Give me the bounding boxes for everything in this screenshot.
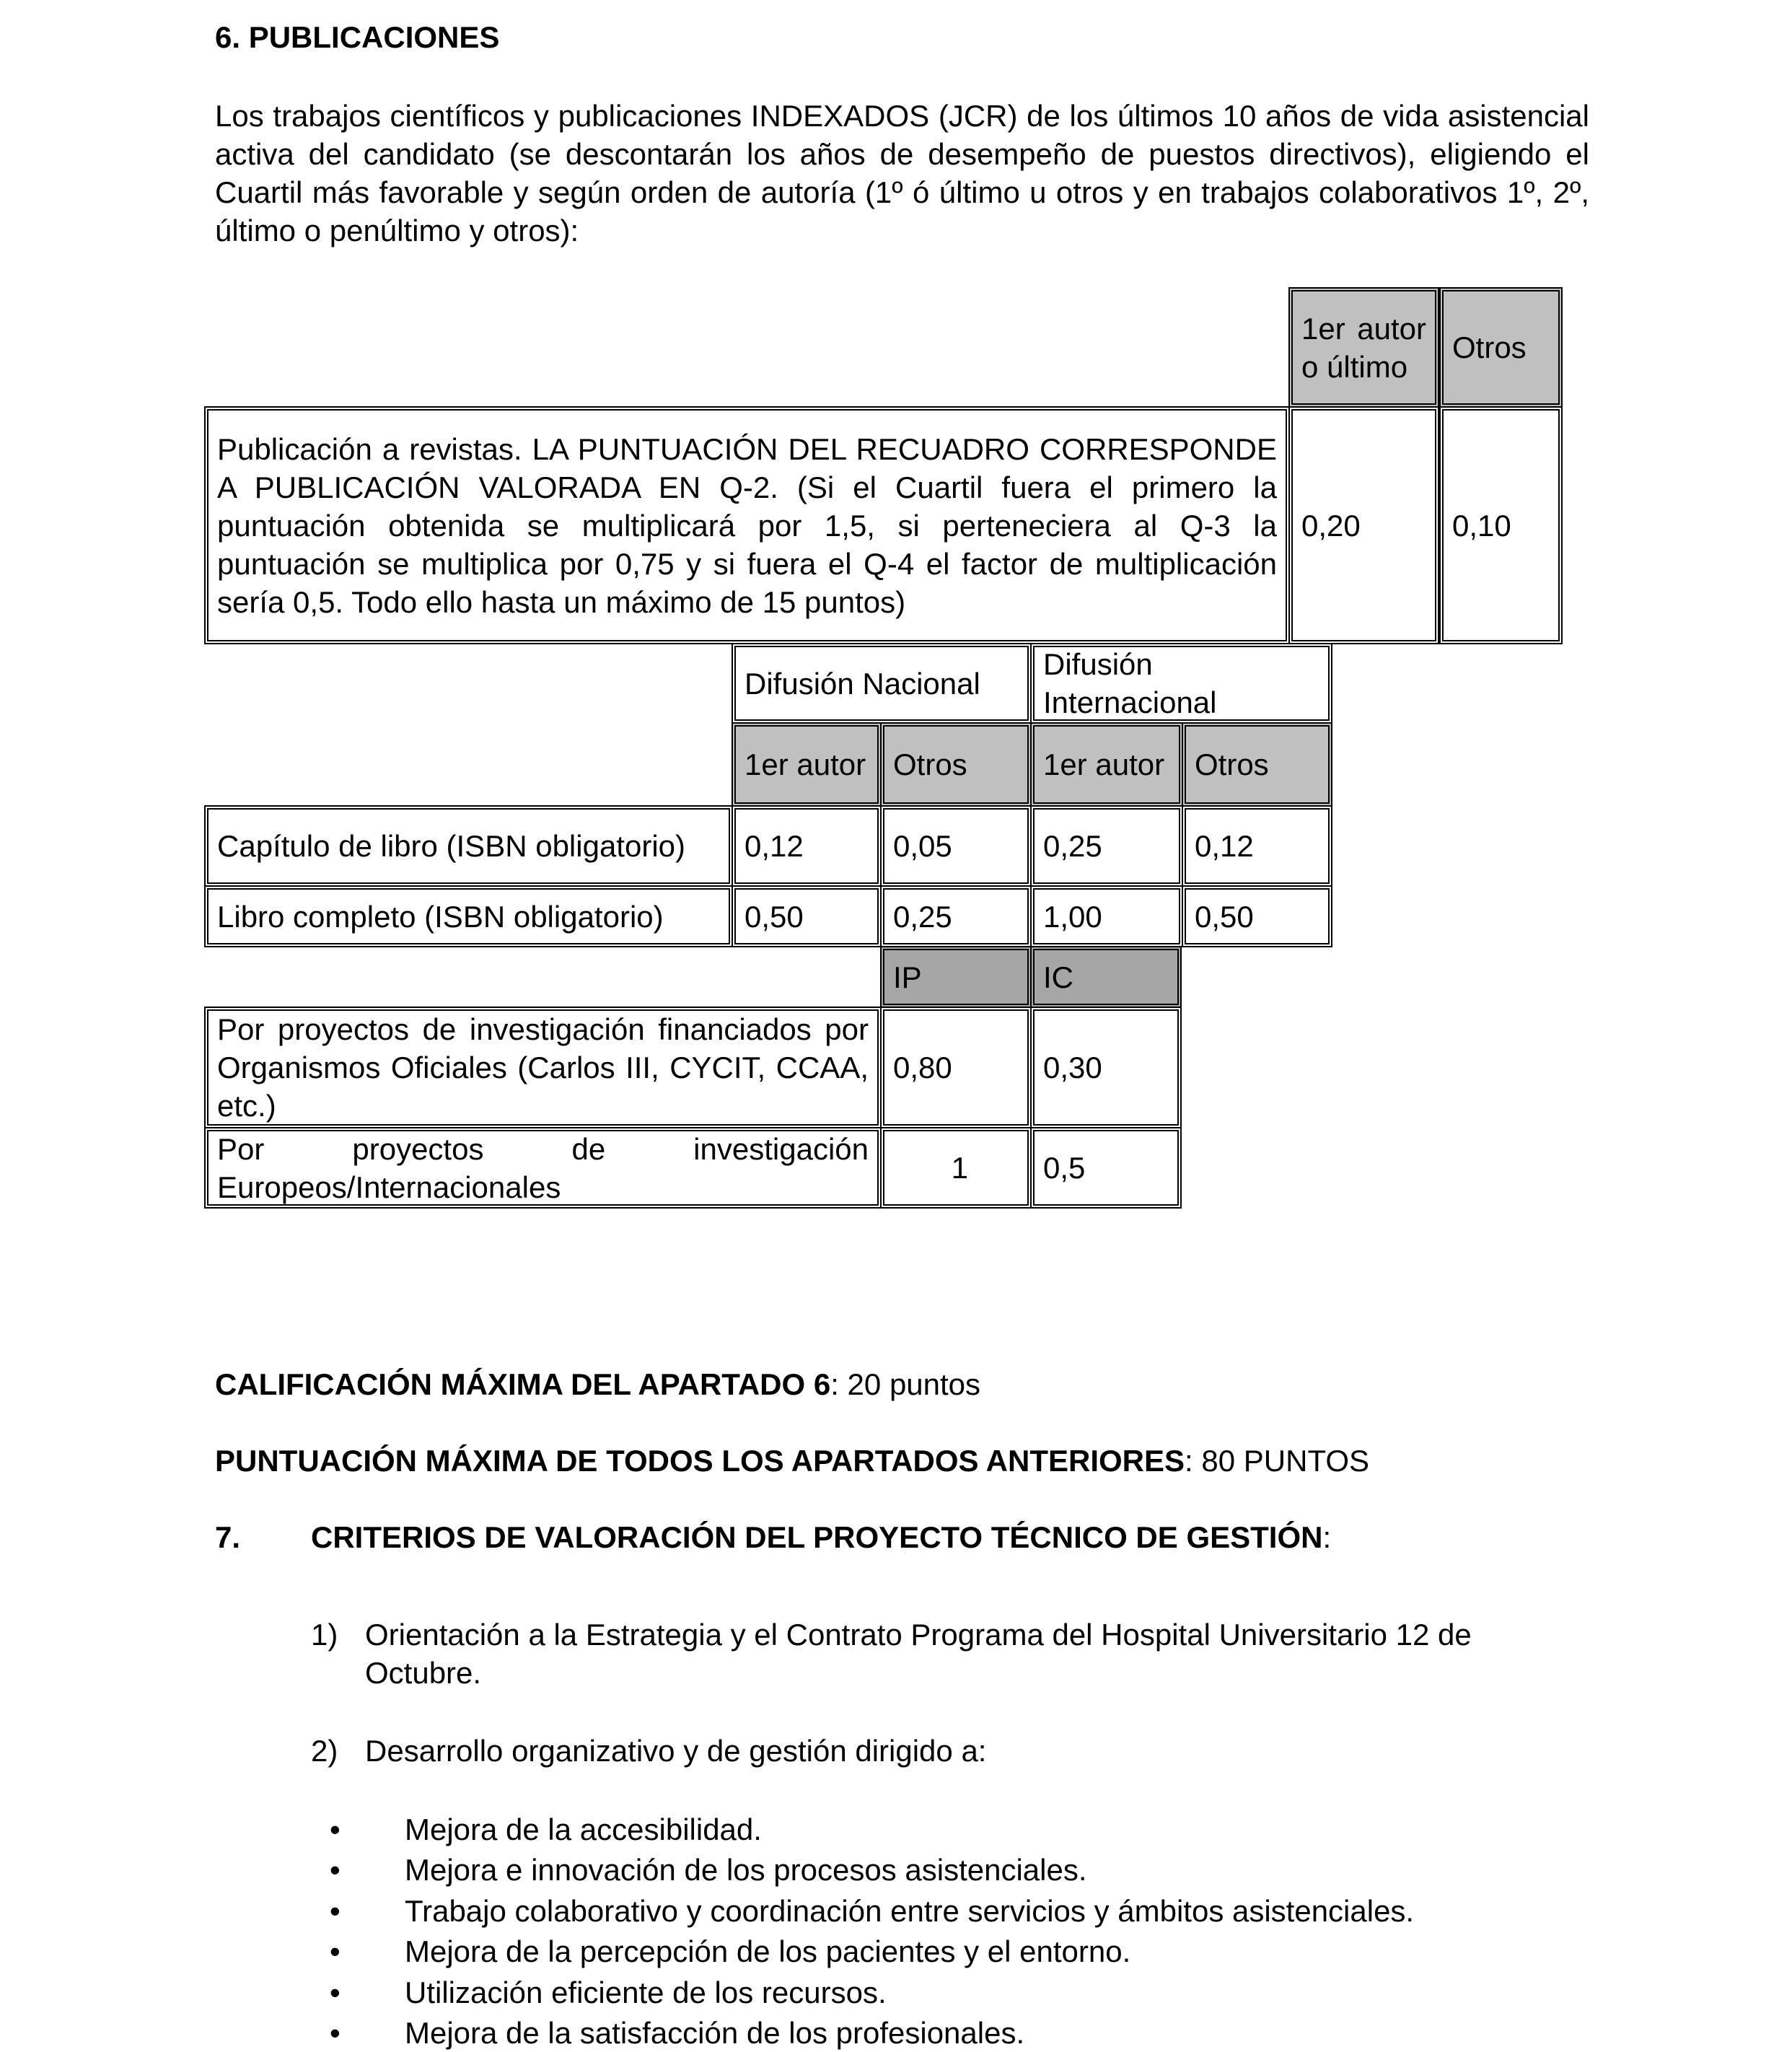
section-7-heading [311, 1518, 1331, 1556]
book-value [1030, 805, 1183, 887]
value-text: 0,80 [893, 1051, 952, 1084]
value-text: 0,12 [745, 829, 804, 863]
row-label-text: Libro completo (ISBN obligatorio) [217, 899, 664, 934]
list-item: Utilización eficiente de los recursos. [405, 1976, 887, 2009]
section-6-intro: Los trabajos científicos y publicaciones INDEXADOS (JCR) de los últimos 10 años de vida asistencial activa del candidato (se descontarán los años de desempeño de puestos directivos), eligiendo el Cuartil más favorable y según orden de autoría (1º ó último u otros y en trabajos colaborativos 1º, 2º, último o penúltimo y otros): [215, 99, 1589, 247]
book-value [732, 805, 882, 887]
header-ip [880, 946, 1032, 1008]
list-item: Mejora de la accesibilidad. [405, 1812, 762, 1846]
group-header-national [732, 643, 1032, 724]
item-number: 1) [311, 1618, 338, 1652]
list-item: Mejora e innovación de los procesos asistenciales. [405, 1853, 1087, 1887]
list-item: Mejora de la satisfacción de los profesionales. [405, 2016, 1025, 2050]
header-others [1439, 287, 1563, 408]
header-text: IP [893, 960, 922, 994]
value-text: 0,10 [1452, 508, 1511, 543]
row-label-text: Por proyectos de investigación financiados por Organismos Oficiales (Carlos III, CYCIT, CCAA, etc.) [217, 1012, 869, 1123]
bullet-icon: • [330, 1894, 341, 1928]
book-value [732, 885, 882, 947]
list-item: Mejora de la percepción de los pacientes y el entorno. [405, 1934, 1131, 1968]
item-text: Desarrollo organizativo y de gestión dirigido a: [365, 1734, 987, 1768]
journals-value [1288, 406, 1439, 644]
section-7-number: 7. [215, 1520, 241, 1554]
header-first-author [1288, 287, 1439, 408]
book-value [1182, 805, 1332, 887]
journals-value [1439, 406, 1563, 644]
bullet-icon: • [330, 1976, 341, 2009]
book-value [1030, 885, 1183, 947]
project-row-label [204, 1007, 882, 1128]
heading-text: CRITERIOS DE VALORACIÓN DEL PROYECTO TÉCNICO DE GESTIÓN [311, 1520, 1323, 1554]
book-row-label [204, 805, 733, 887]
section-6-heading: 6. PUBLICACIONES [215, 20, 500, 54]
subheader [880, 722, 1032, 807]
value-text: 1 [951, 1151, 968, 1185]
bullet-icon: • [330, 2016, 341, 2050]
row-label-text: Publicación a revistas. LA PUNTUACIÓN DEL RECUADRO CORRESPONDE A PUBLICACIÓN VALORADA EN Q-2. (Si el Cuartil fuera el primero la puntuación obtenida se multiplicará por 1,5, si perteneciera al Q-3 la puntuación se multiplica por 0,75 y si fuera el Q-4 el factor de multiplicación sería 0,5. Todo ello hasta un máximo de 15 puntos) [217, 431, 1277, 619]
header-text: IC [1043, 960, 1073, 994]
header-text: Otros [893, 747, 967, 781]
header-text: 1er autor [745, 747, 866, 781]
subheader [732, 722, 882, 807]
book-row-label [204, 885, 733, 947]
value: : 20 puntos [830, 1367, 981, 1401]
group-header-international [1030, 643, 1332, 724]
header-text: Otros [1452, 330, 1527, 364]
value-text: 0,5 [1043, 1151, 1086, 1185]
max-score-total [215, 1442, 1369, 1480]
header-text: Otros [1195, 747, 1269, 781]
value-text: 0,05 [893, 829, 952, 863]
book-value [880, 885, 1032, 947]
journals-row-label [204, 406, 1290, 644]
header-text: Difusión Nacional [745, 666, 980, 701]
row-label-text: Por proyectos de investigación Europeos/Internacionales [217, 1131, 869, 1204]
bullet-icon: • [330, 1853, 341, 1887]
list-item: Trabajo colaborativo y coordinación entre servicios y ámbitos asistenciales. [405, 1894, 1415, 1928]
value-text: 0,25 [893, 899, 952, 934]
header-text: 1er autor [1043, 747, 1165, 781]
project-value [880, 1127, 1032, 1209]
row-label-text: Capítulo de libro (ISBN obligatorio) [217, 829, 685, 863]
item-number: 2) [311, 1734, 338, 1768]
label: CALIFICACIÓN MÁXIMA DEL APARTADO 6 [215, 1367, 831, 1401]
bullet-icon: • [330, 1934, 341, 1968]
subheader [1182, 722, 1332, 807]
value-text: 0,20 [1301, 508, 1361, 543]
value-text: 0,50 [745, 899, 804, 934]
value-text: 0,50 [1195, 899, 1254, 934]
value-text: 0,30 [1043, 1051, 1102, 1084]
project-row-label [204, 1127, 882, 1209]
item-text: Orientación a la Estrategia y el Contrato Programa del Hospital Universitario 12 de Octubre. [365, 1618, 1472, 1690]
book-value [880, 805, 1032, 887]
value: : 80 PUNTOS [1185, 1444, 1370, 1478]
bullet-icon: • [330, 1812, 341, 1846]
max-score-section-6 [215, 1365, 980, 1403]
colon: : [1322, 1520, 1332, 1554]
value-text: 0,25 [1043, 829, 1102, 863]
header-text: 1er autor o último [1301, 311, 1426, 384]
value-text: 1,00 [1043, 899, 1102, 934]
value-text: 0,12 [1195, 829, 1254, 863]
project-value [1030, 1007, 1182, 1128]
header-ic [1030, 946, 1182, 1008]
book-value [1182, 885, 1332, 947]
label: PUNTUACIÓN MÁXIMA DE TODOS LOS APARTADOS ANTERIORES [215, 1444, 1185, 1478]
subheader [1030, 722, 1183, 807]
project-value [880, 1007, 1032, 1128]
project-value [1030, 1127, 1182, 1209]
header-text: Difusión Internacional [1043, 647, 1217, 719]
